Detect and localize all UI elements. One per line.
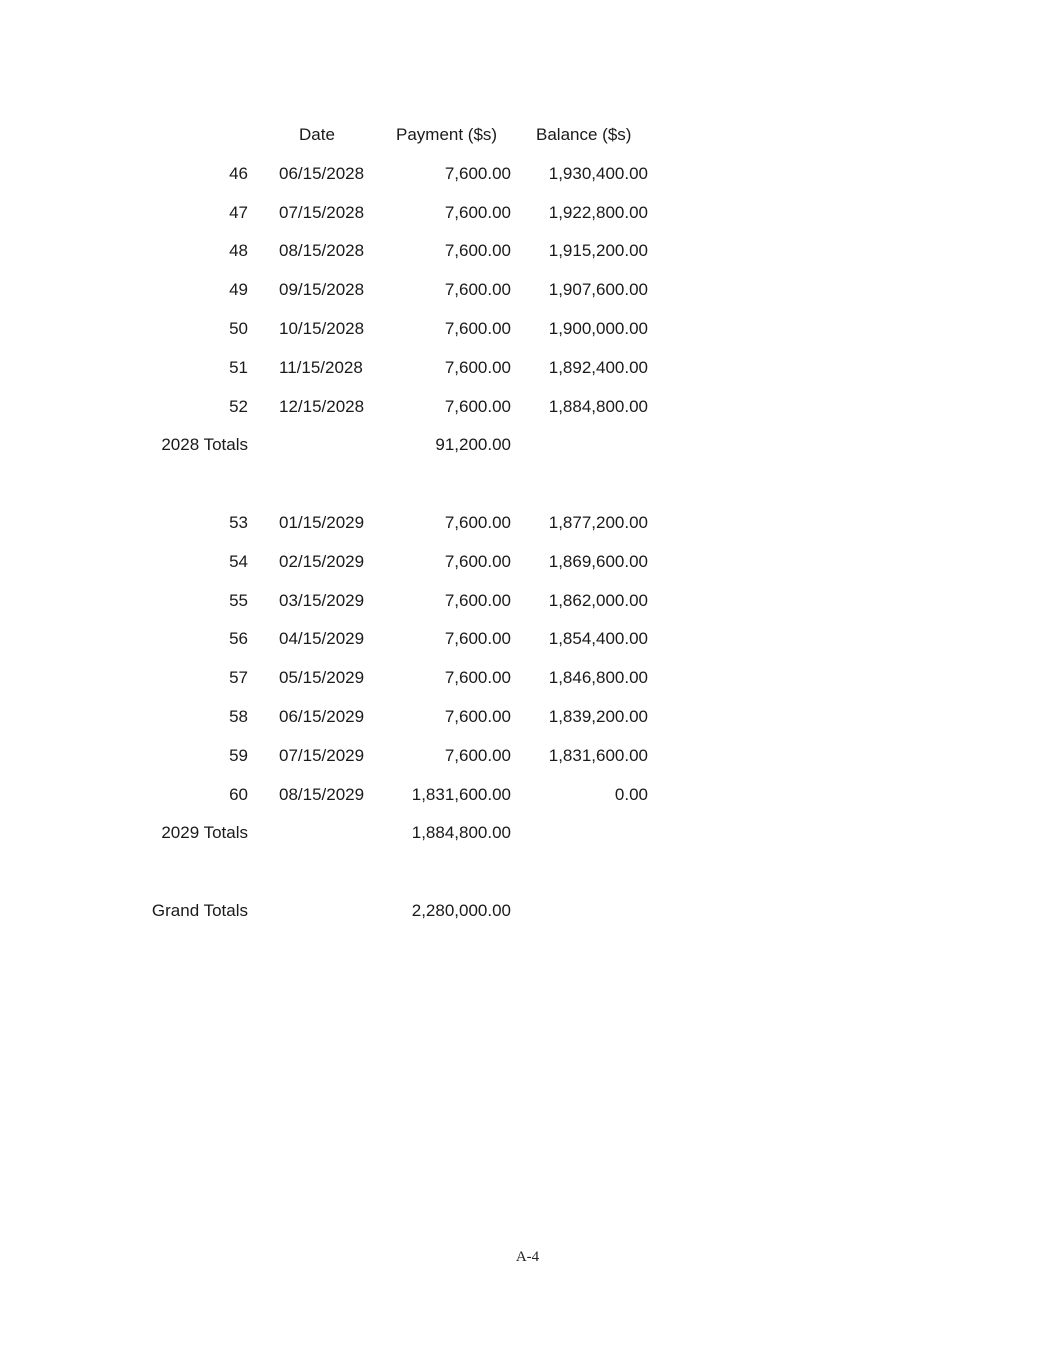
- totals-payment: 91,200.00: [435, 435, 511, 455]
- table-row: [0, 659, 1055, 698]
- balance-amount: 1,930,400.00: [548, 163, 648, 183]
- payment-date: 01/15/2029: [279, 512, 365, 532]
- totals-payment: 1,884,800.00: [411, 823, 511, 843]
- payment-number: 49: [229, 280, 248, 300]
- payment-number: 59: [229, 745, 248, 765]
- grand-totals-row: [0, 892, 1055, 931]
- table-row: [0, 737, 1055, 776]
- payment-number: 51: [229, 357, 248, 377]
- table-row: [0, 388, 1055, 427]
- grand-totals-label: Grand Totals: [151, 900, 248, 920]
- payment-number: 52: [229, 396, 248, 416]
- payment-amount: 7,600.00: [444, 280, 511, 300]
- table-row: [0, 543, 1055, 582]
- payment-date: 11/15/2028: [279, 357, 363, 377]
- header-balance: Balance ($s): [536, 125, 632, 144]
- payment-date: 03/15/2029: [279, 590, 365, 610]
- totals-label: 2029 Totals: [161, 823, 248, 843]
- balance-amount: 1,915,200.00: [548, 241, 648, 261]
- payment-number: 47: [229, 202, 248, 222]
- payment-amount: 7,600.00: [444, 745, 511, 765]
- balance-amount: 1,839,200.00: [548, 706, 648, 726]
- payment-number: 55: [229, 590, 248, 610]
- table-row: [0, 776, 1055, 815]
- balance-amount: 0.00: [614, 784, 648, 804]
- payment-date: 12/15/2028: [279, 396, 365, 416]
- payment-amount: 7,600.00: [444, 357, 511, 377]
- balance-amount: 1,892,400.00: [548, 357, 648, 377]
- payment-amount: 7,600.00: [444, 551, 511, 571]
- payment-amount: 7,600.00: [444, 163, 511, 183]
- balance-amount: 1,846,800.00: [548, 668, 648, 688]
- payment-number: 56: [229, 629, 248, 649]
- balance-amount: 1,854,400.00: [548, 629, 648, 649]
- group-2029-rows: [0, 504, 1055, 814]
- payment-amount: 7,600.00: [444, 706, 511, 726]
- table-header-row: [0, 116, 1055, 155]
- payment-amount: 7,600.00: [444, 512, 511, 532]
- payment-amount: 7,600.00: [444, 318, 511, 338]
- table-row: [0, 155, 1055, 194]
- payment-date: 05/15/2029: [279, 668, 365, 688]
- table-row: [0, 698, 1055, 737]
- payment-number: 53: [229, 512, 248, 532]
- payment-date: 07/15/2029: [279, 745, 365, 765]
- grand-totals-payment: 2,280,000.00: [411, 900, 511, 920]
- table-row: [0, 232, 1055, 271]
- balance-amount: 1,862,000.00: [548, 590, 648, 610]
- payment-date: 04/15/2029: [279, 629, 365, 649]
- balance-amount: 1,877,200.00: [548, 512, 648, 532]
- table-row: [0, 504, 1055, 543]
- payment-date: 06/15/2028: [279, 163, 365, 183]
- payment-amount: 7,600.00: [444, 396, 511, 416]
- totals-row-2029: [0, 814, 1055, 853]
- table-row: [0, 349, 1055, 388]
- table-row: [0, 620, 1055, 659]
- page-number: A-4: [515, 1249, 540, 1265]
- table-row: [0, 310, 1055, 349]
- header-payment: Payment ($s): [396, 125, 498, 144]
- spacer: [0, 853, 1055, 892]
- balance-amount: 1,922,800.00: [548, 202, 648, 222]
- group-2028-rows: [0, 155, 1055, 427]
- payment-number: 48: [229, 241, 248, 261]
- payment-number: 46: [229, 163, 248, 183]
- payment-number: 60: [229, 784, 248, 804]
- spacer: [0, 465, 1055, 504]
- payment-number: 57: [229, 668, 248, 688]
- payment-date: 08/15/2028: [279, 241, 365, 261]
- payment-date: 06/15/2029: [279, 706, 365, 726]
- payment-date: 02/15/2029: [279, 551, 365, 571]
- payment-schedule-table: [0, 116, 1055, 931]
- header-date: Date: [299, 125, 335, 144]
- balance-amount: 1,907,600.00: [548, 280, 648, 300]
- payment-number: 54: [229, 551, 248, 571]
- balance-amount: 1,884,800.00: [548, 396, 648, 416]
- balance-amount: 1,831,600.00: [548, 745, 648, 765]
- table-row: [0, 194, 1055, 233]
- balance-amount: 1,869,600.00: [548, 551, 648, 571]
- payment-date: 08/15/2029: [279, 784, 365, 804]
- balance-amount: 1,900,000.00: [548, 318, 648, 338]
- payment-amount: 7,600.00: [444, 590, 511, 610]
- totals-label: 2028 Totals: [161, 435, 248, 455]
- totals-row-2028: [0, 426, 1055, 465]
- payment-amount: 7,600.00: [444, 668, 511, 688]
- payment-amount: 1,831,600.00: [411, 784, 511, 804]
- payment-number: 58: [229, 706, 248, 726]
- payment-amount: 7,600.00: [444, 629, 511, 649]
- payment-date: 09/15/2028: [279, 280, 365, 300]
- payment-amount: 7,600.00: [444, 202, 511, 222]
- table-row: [0, 582, 1055, 621]
- payment-number: 50: [229, 318, 248, 338]
- payment-date: 10/15/2028: [279, 318, 365, 338]
- payment-date: 07/15/2028: [279, 202, 365, 222]
- payment-amount: 7,600.00: [444, 241, 511, 261]
- table-row: [0, 271, 1055, 310]
